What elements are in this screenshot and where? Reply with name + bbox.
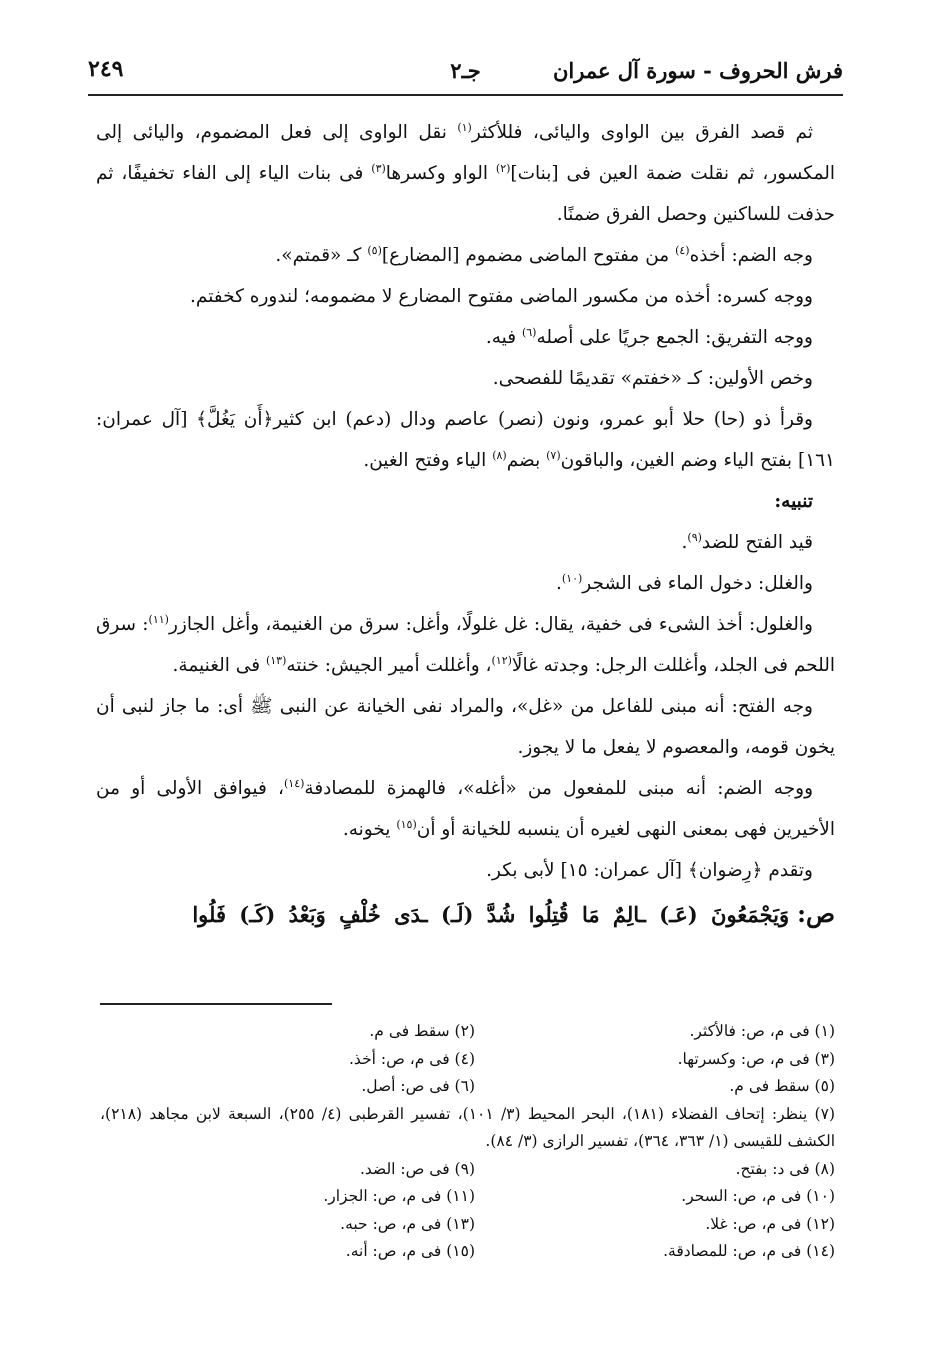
footnote-marker: (٦) xyxy=(521,325,537,339)
footnote-marker: (٣) xyxy=(371,161,386,175)
footnote-row xyxy=(100,1211,835,1239)
verse-text: وَيَجْمَعُونَ (عَـ) ـالِمٌ مَا قُتِلُوا شُدَّ (لَـ) ـدَى خُلْفٍ وَبَعْدُ (كَـ) فَلُوا xyxy=(192,902,790,927)
footnote-row xyxy=(100,1183,835,1211)
footnote-separator xyxy=(100,1003,332,1005)
footnote: (٥) سقط فى م. xyxy=(729,1077,835,1095)
paragraph: ووجه كسره: أخذه من مكسور الماضى مفتوح المضارع لا مضمومه؛ لندوره كخفتم. xyxy=(190,286,813,307)
footnote-marker: (٧) xyxy=(546,448,561,462)
footnote: (١٤) فى م، ص: للمصادقة. xyxy=(663,1242,835,1260)
footnote: (٦) فى ص: أصل. xyxy=(361,1077,475,1095)
footnote-marker: (١٣) xyxy=(265,653,287,667)
footnote-marker: (١٥) xyxy=(396,817,417,831)
poem-verse xyxy=(96,893,835,935)
footnote-row xyxy=(100,1018,835,1046)
footnote-row xyxy=(100,1238,835,1266)
footnote-marker: (٢) xyxy=(495,161,511,175)
footnote: (١٢) فى م، ص: غلا. xyxy=(705,1214,835,1233)
running-title: فرش الحروف - سورة آل عمران xyxy=(552,58,843,83)
footnote: (١٣) فى م، ص: حبه. xyxy=(340,1214,475,1233)
footnote-row xyxy=(100,1073,835,1101)
footnote-marker: (١٢) xyxy=(491,653,512,667)
main-text xyxy=(96,112,835,992)
footnote-marker: (٨) xyxy=(492,448,507,462)
footnote: (١٥) فى م، ص: أنه. xyxy=(345,1242,475,1260)
volume-number: جـ٢ xyxy=(450,58,481,83)
footnote: (١) فى م، ص: فالأكثر. xyxy=(689,1022,835,1040)
footnote: (٩) فى ص: الضد. xyxy=(359,1159,475,1178)
paragraph: وتقدم ﴿رِضوان﴾ [آل عمران: ١٥] لأبى بكر. xyxy=(486,860,813,881)
paragraph: وخص الأولين: كـ «خفتم» تقديمًا للفصحى. xyxy=(492,368,813,389)
footnote: (١١) فى م، ص: الجزار. xyxy=(323,1187,475,1205)
paragraph: ووجه الضم: أنه مبنى للمفعول من «أغله»، فالهمزة للمصادفة$^{(١٤)}$، فيوافق الأولى أو من الأخيرين فهى بمعنى النهى لغيره أن ينسبه للخيانة أو أن$^{(١٥)}$ يخونه. xyxy=(96,776,835,840)
footnote-marker: (٥) xyxy=(367,243,382,257)
paragraph: قيد الفتح للضد$^{(٩)}$. xyxy=(681,530,813,553)
footnote-marker: (٩) xyxy=(687,530,702,544)
paragraph: وقرأ ذو (حا) حلا أبو عمرو، ونون (نصر) عاصم ودال (دعم) ابن كثير﴿أَن يَغُلَّ﴾ [آل عمران: ١٦١] بفتح الياء وضم الغين، والباقون$^{(٧)}$ بضم$^{(٨)}$ الياء وفتح الغين. xyxy=(96,409,835,471)
verse-label: ص: xyxy=(797,899,835,928)
section-heading: تنبيه: xyxy=(774,491,813,512)
footnote: (٨) فى د: بفتح. xyxy=(735,1159,835,1178)
footnote-marker: (١١) xyxy=(148,612,169,626)
footnote-long: (٧) ينظر: إتحاف الفضلاء (١٨١)، البحر المحيط (٣/ ١٠١)، تفسير القرطبى (٤/ ٢٥٥)، السبعة لابن مجاهد (٢١٨)، الكشف للقيسى (١/ ٣٦٣، ٣٦٤)، تفسير الرازى (٣/ ٨٤). xyxy=(100,1104,835,1150)
footnotes xyxy=(100,1018,835,1266)
footnote-row xyxy=(100,1046,835,1074)
footnote: (١٠) فى م، ص: السحر. xyxy=(681,1187,835,1205)
page-number: ٢٤٩ xyxy=(88,56,124,82)
paragraph: وجه الضم: أخذه$^{(٤)}$ من مفتوح الماضى مضموم [المضارع]$^{(٥)}$ كـ «قمتم». xyxy=(275,243,813,266)
footnote-marker: (١٠) xyxy=(561,571,583,585)
paragraph: والغلل: دخول الماء فى الشجر$^{(١٠)}$. xyxy=(555,571,813,594)
footnote: (٣) فى م، ص: وكسرتها. xyxy=(677,1049,835,1068)
footnote: (٤) فى م، ص: أخذ. xyxy=(349,1049,475,1068)
paragraph: ثم قصد الفرق بين الواوى واليائى، فللأكثر$^{(١)}$ نقل الواوى إلى فعل المضموم، واليائى إلى المكسور، ثم نقلت ضمة العين فى [بنات]$^{(٢)}$ الواو وكسرها$^{(٣)}$ فى بنات الياء إلى الفاء تخفيفًا، ثم حذفت للساكنين وحصل الفرق ضمنًا. xyxy=(96,120,835,225)
page-header xyxy=(88,48,843,96)
footnote-row xyxy=(100,1156,835,1184)
footnote-marker: (١) xyxy=(457,120,472,134)
paragraph: وجه الفتح: أنه مبنى للفاعل من «غل»، والمراد نفى الخيانة عن النبى ﷺ أى: ما جاز لنبى أن يخون قومه، والمعصوم لا يفعل ما لا يجوز. xyxy=(96,696,835,758)
footnote-marker: (٤) xyxy=(675,243,690,257)
footnote-marker: (١٤) xyxy=(283,776,305,790)
paragraph: والغلول: أخذ الشىء فى خفية، يقال: غل غلولًا، وأغل: سرق من الغنيمة، وأغل الجازر$^{(١١)}$: سرق اللحم فى الجلد، وأغللت الرجل: وجدته غالًا$^{(١٢)}$، وأغللت أمير الجيش: خنته$^{(١٣)}$ فى الغنيمة. xyxy=(96,612,835,676)
paragraph: ووجه التفريق: الجمع جريًا على أصله$^{(٦)}$ فيه. xyxy=(485,325,813,348)
footnote: (٢) سقط فى م. xyxy=(369,1022,475,1040)
